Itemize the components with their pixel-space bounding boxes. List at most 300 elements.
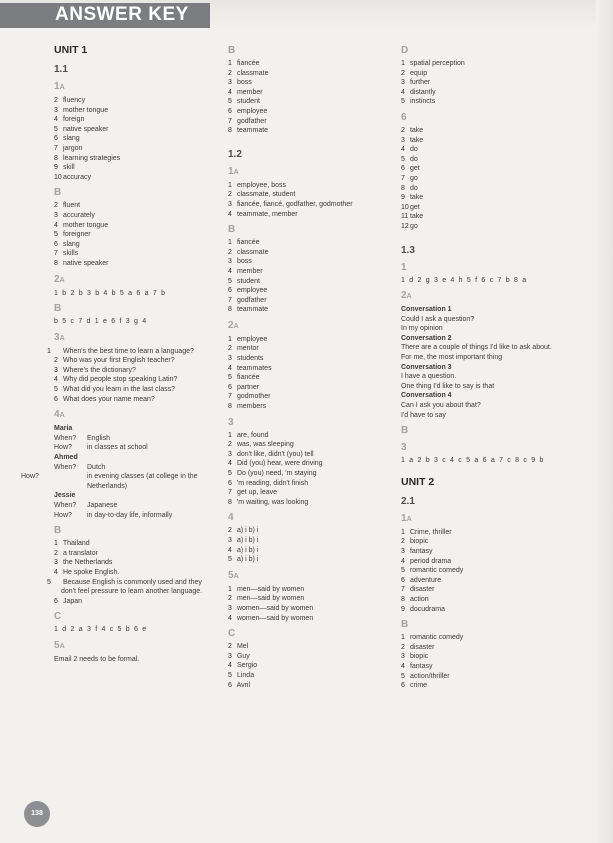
item-number: 5 xyxy=(228,98,232,106)
item-text: Sergio xyxy=(236,662,258,670)
row-value: in classes at school xyxy=(87,444,148,452)
item-number: 10 xyxy=(401,203,409,211)
answer-item xyxy=(228,248,388,258)
item-number: 2 xyxy=(228,345,232,353)
column-3 xyxy=(401,44,576,691)
item-number: 1 xyxy=(228,239,232,247)
answer-list xyxy=(228,59,388,136)
item-number: 2 xyxy=(228,643,232,651)
item-text: do xyxy=(409,184,418,192)
exercise-label: 5A xyxy=(54,639,65,651)
answer-item xyxy=(228,536,388,546)
exercise-label: 5A xyxy=(228,569,239,581)
item-text: student xyxy=(236,277,260,285)
people-table xyxy=(21,424,214,520)
item-number: 1 xyxy=(54,540,58,548)
item-text: fluency xyxy=(62,97,86,104)
item-number: 5 xyxy=(228,671,232,679)
item-text: action/thriller xyxy=(409,672,450,680)
item-text: fantasy xyxy=(409,548,433,555)
item-text: get up, leave xyxy=(236,489,278,497)
item-number: 11 xyxy=(401,213,409,221)
item-text: mother tongue xyxy=(62,221,109,229)
exercise-label: 3 xyxy=(228,416,234,428)
item-text: What does your name mean? xyxy=(62,395,155,403)
item-number: 6 xyxy=(401,682,405,690)
item-text: employee xyxy=(236,335,268,343)
answer-item xyxy=(401,203,576,213)
item-number: 4 xyxy=(228,210,232,218)
item-number: 9 xyxy=(54,164,58,172)
item-text: What did you learn in the last class? xyxy=(62,386,176,394)
answer-text: Email 2 needs to be formal. xyxy=(54,655,140,663)
conversation-line: Can I ask you about that? xyxy=(401,402,481,410)
item-text: go xyxy=(409,174,418,182)
answer-item xyxy=(401,145,576,155)
unit-title: UNIT 1 xyxy=(54,44,88,56)
item-number: 3 xyxy=(228,652,232,660)
item-text: Japan xyxy=(62,597,83,605)
answer-item xyxy=(54,96,214,106)
answer-list xyxy=(228,238,388,315)
answer-item xyxy=(228,117,388,127)
item-number: 8 xyxy=(401,595,405,603)
item-number: 7 xyxy=(228,296,232,304)
item-number: 5 xyxy=(401,567,405,575)
item-number: 1 xyxy=(228,431,232,439)
item-number: 1 xyxy=(401,528,405,536)
answer-item xyxy=(54,597,214,607)
answer-item xyxy=(54,249,214,259)
item-text: take xyxy=(409,213,424,221)
answer-item xyxy=(228,286,388,296)
item-text: Crime, thriller xyxy=(409,528,452,536)
answer-list xyxy=(47,539,214,606)
item-number: 6 xyxy=(54,135,58,143)
item-text: a) i b) i xyxy=(236,546,259,554)
item-number: 8 xyxy=(54,154,58,162)
section-heading: 1.2 xyxy=(228,148,242,160)
item-number: 7 xyxy=(228,117,232,125)
item-text: He spoke English. xyxy=(62,568,120,576)
item-text: 'm waiting, was looking xyxy=(236,498,309,506)
item-number: 5 xyxy=(47,578,51,586)
answer-item xyxy=(401,585,576,595)
item-number: 5 xyxy=(54,231,58,239)
answer-item xyxy=(401,59,576,69)
item-text: disaster xyxy=(409,643,435,651)
answer-item xyxy=(47,578,214,597)
item-number: 8 xyxy=(228,306,232,314)
item-number: 2 xyxy=(401,643,405,651)
exercise-label: B xyxy=(401,619,409,631)
answer-item xyxy=(54,230,214,240)
answer-item xyxy=(54,211,214,221)
item-text: member xyxy=(236,88,263,96)
answer-item xyxy=(228,604,388,614)
answer-list xyxy=(228,181,388,219)
item-number: 8 xyxy=(401,184,405,192)
item-text: classmate xyxy=(236,248,269,256)
exercise-label: 6 xyxy=(401,111,407,123)
item-number: 6 xyxy=(54,240,58,248)
item-text: biopic xyxy=(409,538,429,546)
item-text: fiancée xyxy=(236,374,260,382)
item-number: 3 xyxy=(401,548,405,555)
item-text: women—said by women xyxy=(236,604,314,612)
answer-item xyxy=(401,633,576,643)
item-text: docudrama xyxy=(409,605,445,613)
item-text: get xyxy=(409,203,420,211)
answer-item xyxy=(401,595,576,605)
answer-item xyxy=(54,163,214,173)
exercise-label: 1 xyxy=(401,261,407,273)
answer-key-banner xyxy=(0,3,210,28)
answer-item xyxy=(401,662,576,672)
answer-item xyxy=(228,526,388,536)
item-text: take xyxy=(409,194,424,202)
answer-item xyxy=(54,134,214,144)
answer-item xyxy=(228,450,388,460)
item-number: 6 xyxy=(54,395,58,403)
item-text: teammate, member xyxy=(236,210,298,218)
item-number: 2 xyxy=(54,549,58,557)
row-key: When? xyxy=(54,502,77,509)
answer-item xyxy=(401,605,576,615)
answer-item xyxy=(54,125,214,135)
item-number: 9 xyxy=(401,194,405,202)
exercise-label: 1A xyxy=(54,81,65,92)
answer-item xyxy=(54,259,214,269)
item-text: Mel xyxy=(236,643,249,651)
item-text: Thailand xyxy=(62,540,90,548)
answer-item xyxy=(228,498,388,508)
item-text: romantic comedy xyxy=(409,634,464,642)
item-text: godfather xyxy=(236,296,267,304)
item-text: period drama xyxy=(409,557,452,565)
item-text: fluent xyxy=(62,202,81,210)
item-number: 1 xyxy=(401,634,405,642)
item-text: Why did people stop speaking Latin? xyxy=(62,376,178,384)
item-text: Guy xyxy=(236,652,250,660)
row-value: Dutch xyxy=(87,463,106,471)
item-text: teammates xyxy=(236,364,272,372)
answer-item xyxy=(54,549,214,559)
answer-item xyxy=(401,652,576,662)
item-text: adventure xyxy=(409,576,442,584)
item-text: slang xyxy=(62,240,80,248)
exercise-label: B xyxy=(401,425,409,437)
item-text: the Netherlands xyxy=(62,559,113,567)
item-text: member xyxy=(236,267,263,275)
item-number: 2 xyxy=(228,527,232,535)
answer-item xyxy=(228,373,388,383)
item-number: 3 xyxy=(228,200,232,208)
item-number: 8 xyxy=(228,127,232,135)
answer-item xyxy=(228,78,388,88)
item-number: 3 xyxy=(228,450,232,458)
answer-item xyxy=(228,97,388,107)
item-text: distantly xyxy=(409,88,436,96)
item-text: Did (you) hear, were driving xyxy=(236,460,323,468)
answer-list xyxy=(47,347,214,405)
item-text: teammate xyxy=(236,306,269,314)
answer-item xyxy=(54,375,214,385)
row-value: Japanese xyxy=(87,502,118,509)
page-edge-shadow xyxy=(596,0,613,843)
item-number: 4 xyxy=(401,662,405,670)
section-heading: 1.3 xyxy=(401,244,415,256)
item-text: instincts xyxy=(409,98,436,106)
item-text: Because English is commonly used and they don't feel pressure to learn another language. xyxy=(61,578,203,596)
item-number: 4 xyxy=(54,376,58,384)
item-number: 4 xyxy=(401,557,405,565)
item-text: boss xyxy=(236,79,252,87)
answer-row: 1 d 2 g 3 e 4 h 5 f 6 c 7 b 8 a xyxy=(401,276,528,284)
row-key: When? xyxy=(54,434,77,442)
item-text: a translator xyxy=(62,549,98,557)
item-number: 6 xyxy=(401,165,405,173)
answer-item xyxy=(228,305,388,315)
item-number: 4 xyxy=(54,221,58,229)
answer-item xyxy=(228,652,388,662)
exercise-label: C xyxy=(54,611,62,623)
answer-item xyxy=(54,173,214,183)
answer-item xyxy=(401,174,576,184)
answer-item xyxy=(401,537,576,547)
conversation-heading: Conversation 1 xyxy=(401,306,452,314)
answer-item xyxy=(401,672,576,682)
item-text: romantic comedy xyxy=(409,567,464,575)
item-number: 2 xyxy=(401,538,405,546)
answer-item xyxy=(54,201,214,211)
answer-item xyxy=(54,240,214,250)
answer-item xyxy=(54,154,214,164)
exercise-label: 2A xyxy=(54,273,65,285)
row-value: English xyxy=(87,434,110,442)
item-number: 3 xyxy=(228,79,232,87)
item-number: 3 xyxy=(228,258,232,266)
item-text: fiancée xyxy=(236,60,260,67)
person-row xyxy=(54,463,214,473)
item-number: 2 xyxy=(54,357,58,365)
item-text: Where's the dictionary? xyxy=(62,366,136,374)
item-number: 4 xyxy=(228,460,232,468)
answer-item xyxy=(228,681,388,691)
answer-item xyxy=(401,193,576,203)
answer-item xyxy=(228,479,388,489)
answer-item xyxy=(401,681,576,691)
answer-item xyxy=(47,347,214,357)
item-number: 4 xyxy=(228,364,232,372)
conversation-heading: Conversation 2 xyxy=(401,334,452,342)
answer-item xyxy=(228,661,388,671)
exercise-label: 1A xyxy=(401,512,412,524)
answer-item xyxy=(228,181,388,191)
conversation-line: One thing I'd like to say is that xyxy=(401,382,495,390)
answer-item xyxy=(401,155,576,165)
answer-item xyxy=(228,671,388,681)
item-text: men—said by women xyxy=(236,585,305,593)
exercise-label: B xyxy=(228,224,236,236)
item-text: fantasy xyxy=(409,662,433,670)
person-name: Jessie xyxy=(54,492,76,500)
item-number: 5 xyxy=(54,386,58,394)
item-text: classmate xyxy=(236,69,269,77)
answer-item xyxy=(54,356,214,366)
item-number: 7 xyxy=(228,489,232,497)
item-number: 7 xyxy=(228,393,232,401)
item-number: 6 xyxy=(228,287,232,295)
item-number: 5 xyxy=(401,98,405,106)
item-text: fiancée, fiancé, godfather, godmother xyxy=(236,200,353,208)
item-text: Linda xyxy=(236,671,255,679)
item-number: 4 xyxy=(228,662,232,670)
item-number: 3 xyxy=(401,79,405,87)
item-text: spatial perception xyxy=(409,60,465,67)
conversation-heading: Conversation 3 xyxy=(401,363,452,371)
item-number: 6 xyxy=(228,681,232,689)
item-text: disaster xyxy=(409,586,435,594)
item-text: mother tongue xyxy=(62,106,109,114)
item-text: Avril xyxy=(236,681,251,689)
row-key: How? xyxy=(54,444,72,452)
answer-item xyxy=(401,126,576,136)
answer-item xyxy=(228,392,388,402)
item-number: 6 xyxy=(401,576,405,584)
answer-item xyxy=(401,164,576,174)
person-row xyxy=(21,472,214,491)
column-1 xyxy=(21,44,214,665)
answer-item xyxy=(54,221,214,231)
item-text: crime xyxy=(409,682,428,690)
exercise-label: 3 xyxy=(401,442,407,454)
item-number: 9 xyxy=(401,605,405,613)
exercise-label: 4A xyxy=(54,409,65,421)
person-row xyxy=(54,443,214,453)
answer-list xyxy=(54,201,214,268)
answer-item xyxy=(228,364,388,374)
item-text: employee xyxy=(236,107,268,115)
answer-item xyxy=(228,210,388,220)
answer-item xyxy=(228,488,388,498)
item-number: 3 xyxy=(228,604,232,612)
person-row xyxy=(54,501,214,511)
item-number: 5 xyxy=(228,374,232,382)
item-number: 10 xyxy=(54,173,62,181)
answer-item xyxy=(401,136,576,146)
answer-item xyxy=(228,614,388,624)
item-number: 3 xyxy=(401,653,405,661)
item-number: 7 xyxy=(401,586,405,594)
exercise-label: B xyxy=(54,303,62,315)
answer-list xyxy=(401,126,576,232)
answer-item xyxy=(401,547,576,557)
item-number: 2 xyxy=(228,441,232,449)
item-number: 4 xyxy=(228,546,232,554)
conversation-list xyxy=(401,305,576,420)
answer-item xyxy=(54,395,214,405)
item-number: 3 xyxy=(228,355,232,363)
item-number: 2 xyxy=(228,69,232,77)
exercise-label: B xyxy=(54,525,62,537)
row-key: How? xyxy=(21,473,39,481)
row-value: in evening classes (at college in the Netherlands) xyxy=(87,473,198,490)
answer-item xyxy=(228,200,388,210)
item-text: godfather xyxy=(236,117,267,125)
row-key: When? xyxy=(54,463,77,471)
item-number: 3 xyxy=(54,106,58,114)
answer-item xyxy=(401,576,576,586)
item-number: 12 xyxy=(401,222,409,230)
answer-item xyxy=(228,59,388,69)
item-number: 4 xyxy=(228,614,232,622)
item-text: skill xyxy=(62,164,75,172)
answer-item xyxy=(228,383,388,393)
conversation-line: For me, the most important thing xyxy=(401,354,503,362)
answer-item xyxy=(54,115,214,125)
item-text: foreigner xyxy=(62,231,91,239)
exercise-label: 2A xyxy=(401,290,412,302)
item-number: 2 xyxy=(228,248,232,256)
item-number: 6 xyxy=(228,479,232,487)
item-number: 5 xyxy=(228,556,232,564)
item-number: 3 xyxy=(54,559,58,567)
item-text: are, found xyxy=(236,431,269,439)
item-text: women—said by women xyxy=(236,614,314,622)
exercise-label: B xyxy=(228,45,236,56)
item-text: partner xyxy=(236,383,260,391)
item-number: 1 xyxy=(47,347,51,355)
conversation-heading: Conversation 4 xyxy=(401,392,452,400)
item-text: foreign xyxy=(62,116,85,124)
item-text: mentor xyxy=(236,345,259,353)
section-heading: 2.1 xyxy=(401,495,415,507)
answer-item xyxy=(228,555,388,565)
item-text: When's the best time to learn a language? xyxy=(62,347,194,355)
item-number: 2 xyxy=(228,595,232,603)
conversation-line: I'd have to say xyxy=(401,411,446,419)
item-number: 3 xyxy=(228,536,232,544)
answer-item xyxy=(401,222,576,232)
item-text: fiancée xyxy=(236,239,260,247)
item-text: equip xyxy=(409,69,428,77)
answer-item xyxy=(401,88,576,98)
answer-item xyxy=(228,257,388,267)
answer-item xyxy=(401,212,576,222)
item-text: 'm reading, didn't finish xyxy=(236,479,309,487)
item-number: 4 xyxy=(228,88,232,96)
item-text: a) i b) i xyxy=(236,536,259,544)
item-number: 2 xyxy=(401,69,405,77)
answer-item xyxy=(401,97,576,107)
item-number: 5 xyxy=(401,672,405,680)
item-text: take xyxy=(409,136,424,144)
answer-item xyxy=(228,344,388,354)
item-text: was, was sleeping xyxy=(236,441,294,449)
banner-title: ANSWER KEY xyxy=(55,4,189,25)
page-number: 138 xyxy=(24,801,50,827)
item-text: teammate xyxy=(236,127,269,135)
answer-item xyxy=(54,144,214,154)
answer-item xyxy=(54,385,214,395)
answer-item xyxy=(228,469,388,479)
item-text: Do (you) need, 'm staying xyxy=(236,470,317,477)
answer-item xyxy=(54,539,214,549)
item-text: classmate, student xyxy=(236,191,296,199)
person-name: Maria xyxy=(54,425,73,433)
answer-item xyxy=(228,546,388,556)
